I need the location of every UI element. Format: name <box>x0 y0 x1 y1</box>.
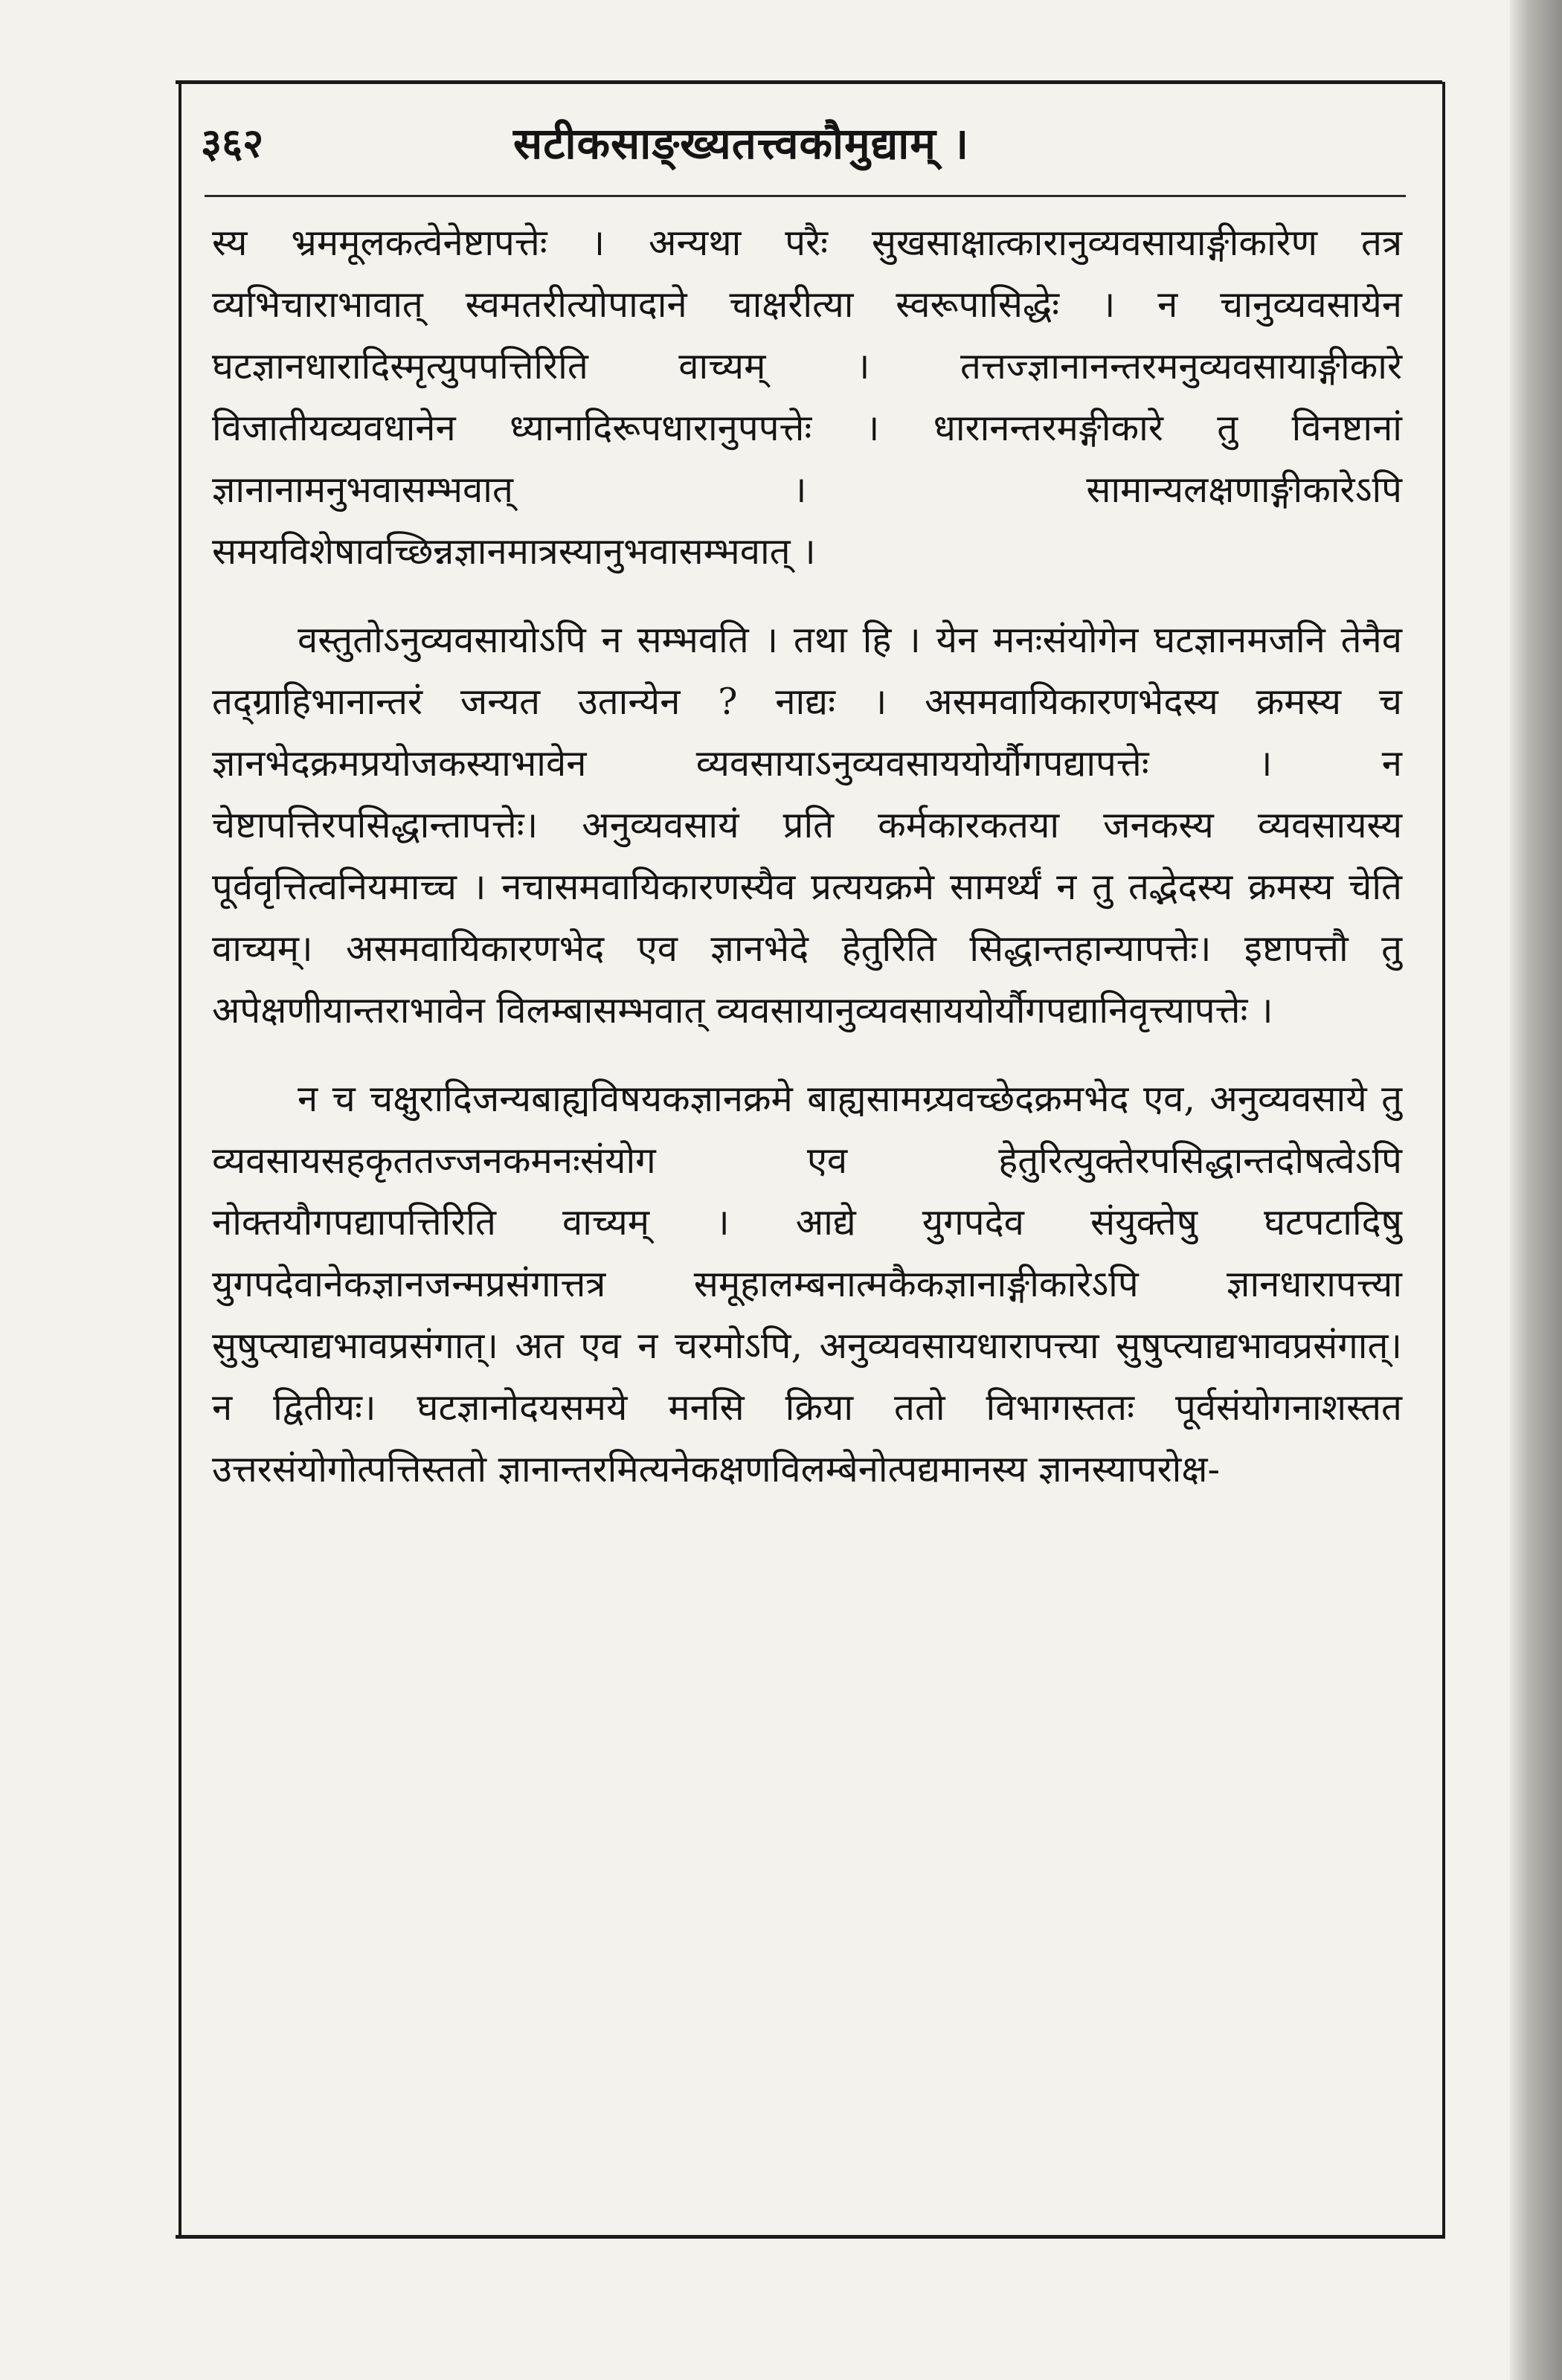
scan-edge-shadow <box>1510 0 1562 2380</box>
body-text <box>212 212 1402 1500</box>
page-header <box>201 104 1413 178</box>
page-number: ३६२ <box>201 119 264 167</box>
running-title: सटीकसाङ्ख्यतत्त्वकौमुद्याम् । <box>513 118 970 169</box>
header-rule <box>205 195 1406 197</box>
paragraph-3: न च चक्षुरादिजन्यबाह्यविषयकज्ञानक्रमे बाह्यसामग्र्यवच्छेदक्रमभेद एव, अनुव्यवसाये तु व्यवसायसहकृततज्जनकमनःसंयोग एव हेतुरित्युक्तेरपसिद्धान्तदोषत्वेऽपि नोक्तयौगपद्यापत्तिरिति वाच्यम् । आद्ये युगपदेव संयुक्तेषु घटपटादिषु युगपदेवानेकज्ञानजन्मप्रसंगात्तत्र समूहालम्बनात्मकैकज्ञानाङ्गीकारेऽपि ज्ञानधारापत्त्या सुषुप्त्याद्यभावप्रसंगात्। अत एव न चरमोऽपि, अनुव्यवसायधारापत्त्या सुषुप्त्याद्यभावप्रसंगात्। न द्वितीयः। घटज्ञानोदयसमये मनसि क्रिया ततो विभागस्ततः पूर्वसंयोगनाशस्तत उत्तरसंयोगोत्पत्तिस्ततो ज्ञानान्तरमित्यनेकक्षणविलम्बेनोत्पद्यमानस्य ज्ञानस्यापरोक्ष- <box>212 1078 1402 1490</box>
paragraph-1: स्य भ्रममूलकत्वेनेष्टापत्तेः । अन्यथा परैः सुखसाक्षात्कारानुव्यवसायाङ्गीकारेण तत्र व्यभिचाराभावात् स्वमतरीत्योपादाने चाक्षरीत्या स्वरूपासिद्धेः । न चानुव्यवसायेन घटज्ञानधारादिस्मृत्युपपत्तिरिति वाच्यम् । तत्तज्ज्ञानानन्तरमनुव्यवसायाङ्गीकारे विजातीयव्यवधानेन ध्यानादिरूपधारानुपपत्तेः । धारानन्तरमङ्गीकारे तु विनष्टानां ज्ञानानामनुभवासम्भवात् । सामान्यलक्षणाङ्गीकारेऽपि समयविशेषावच्छिन्नज्ञानमात्रस्यानुभवासम्भवात् । <box>212 222 1402 573</box>
bottom-border-rule <box>176 2235 1442 2239</box>
paragraph-2: वस्तुतोऽनुव्यवसायोऽपि न सम्भवति । तथा हि । येन मनःसंयोगेन घटज्ञानमजनि तेनैव तद्ग्राहिभानान्तरं जन्यत उतान्येन ? नाद्यः । असमवायिकारणभेदस्य क्रमस्य च ज्ञानभेदक्रमप्रयोजकस्याभावेन व्यवसायाऽनुव्यवसाययोर्यौगपद्यापत्तेः । न चेष्टापत्तिरपसिद्धान्तापत्तेः। अनुव्यवसायं प्रति कर्मकारकतया जनकस्य व्यवसायस्य पूर्ववृत्तित्वनियमाच्च । नचासमवायिकारणस्यैव प्रत्ययक्रमे सामर्थ्यं न तु तद्भेदस्य क्रमस्य चेति वाच्यम्। असमवायिकारणभेद एव ज्ञानभेदे हेतुरिति सिद्धान्तहान्यापत्तेः। इष्टापत्तौ तु अपेक्षणीयान्तराभावेन विलम्बासम्भवात् व्यवसायानुव्यवसाययोर्यौगपद्यानिवृत्त्यापत्तेः । <box>212 619 1402 1032</box>
